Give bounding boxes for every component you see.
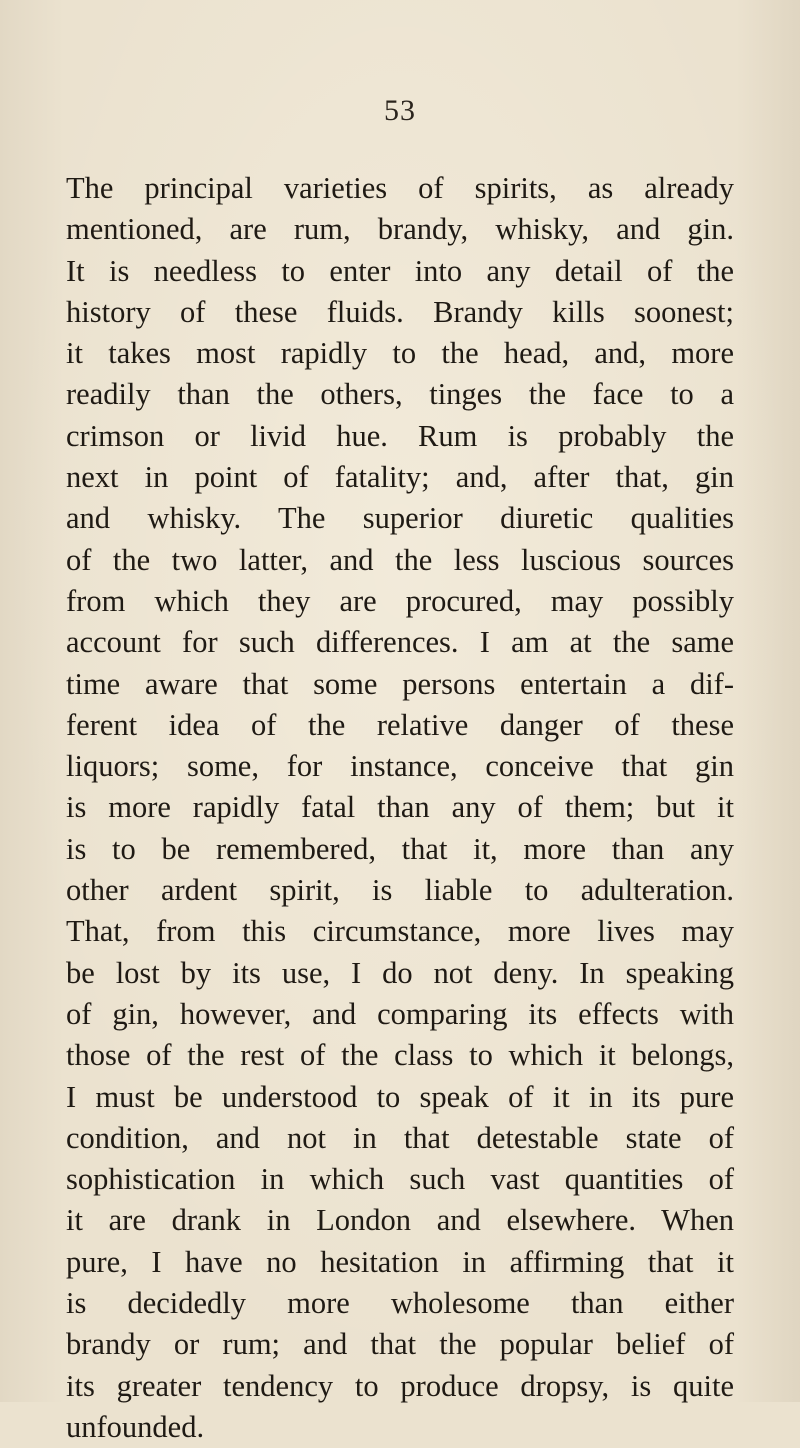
text-line: condition, and not in that detestable state of	[66, 1120, 734, 1155]
text-line: its greater tendency to produce dropsy, is quite	[66, 1368, 734, 1403]
text-line: It is needless to enter into any detail of the	[66, 253, 734, 288]
text-line: history of these fluids. Brandy kills soonest;	[66, 294, 734, 329]
body-paragraph	[66, 168, 734, 1448]
text-line: unfounded.	[66, 1409, 205, 1444]
text-line: account for such differences. I am at the same	[66, 625, 734, 660]
text-line: I must be understood to speak of it in its pure	[66, 1079, 734, 1114]
text-line: ferent idea of the relative danger of these	[66, 707, 734, 742]
text-line: mentioned, are rum, brandy, whisky, and gin.	[66, 212, 734, 247]
text-line: it are drank in London and elsewhere. When	[66, 1203, 734, 1238]
text-line: and whisky. The superior diuretic qualities	[66, 501, 734, 536]
text-line: it takes most rapidly to the head, and, more	[66, 336, 734, 371]
text-line: next in point of fatality; and, after that, gin	[66, 460, 734, 495]
text-line: crimson or livid hue. Rum is probably the	[66, 418, 734, 453]
text-line: other ardent spirit, is liable to adulteration.	[66, 873, 734, 908]
text-line: The principal varieties of spirits, as already	[66, 171, 734, 205]
text-line: sophistication in which such vast quantities of	[66, 1162, 734, 1197]
text-line: is decidedly more wholesome than either	[66, 1286, 734, 1321]
text-line: from which they are procured, may possibly	[66, 583, 734, 618]
text-line: brandy or rum; and that the popular belief of	[66, 1327, 734, 1362]
text-line: That, from this circumstance, more lives may	[66, 914, 734, 949]
text-line: of the two latter, and the less luscious sources	[66, 542, 734, 577]
text-line: be lost by its use, I do not deny. In speaking	[66, 955, 734, 990]
text-line: readily than the others, tinges the face to a	[66, 377, 734, 412]
text-line: is to be remembered, that it, more than any	[66, 831, 734, 866]
text-line: pure, I have no hesitation in affirming that it	[66, 1244, 734, 1279]
text-line: is more rapidly fatal than any of them; but it	[66, 790, 734, 825]
page-number: 53	[384, 94, 416, 127]
text-line: time aware that some persons entertain a dif-	[66, 666, 734, 701]
text-line: of gin, however, and comparing its effects with	[66, 996, 734, 1031]
text-line: those of the rest of the class to which it belongs,	[66, 1038, 734, 1073]
text-line: liquors; some, for instance, conceive that gin	[66, 749, 734, 784]
